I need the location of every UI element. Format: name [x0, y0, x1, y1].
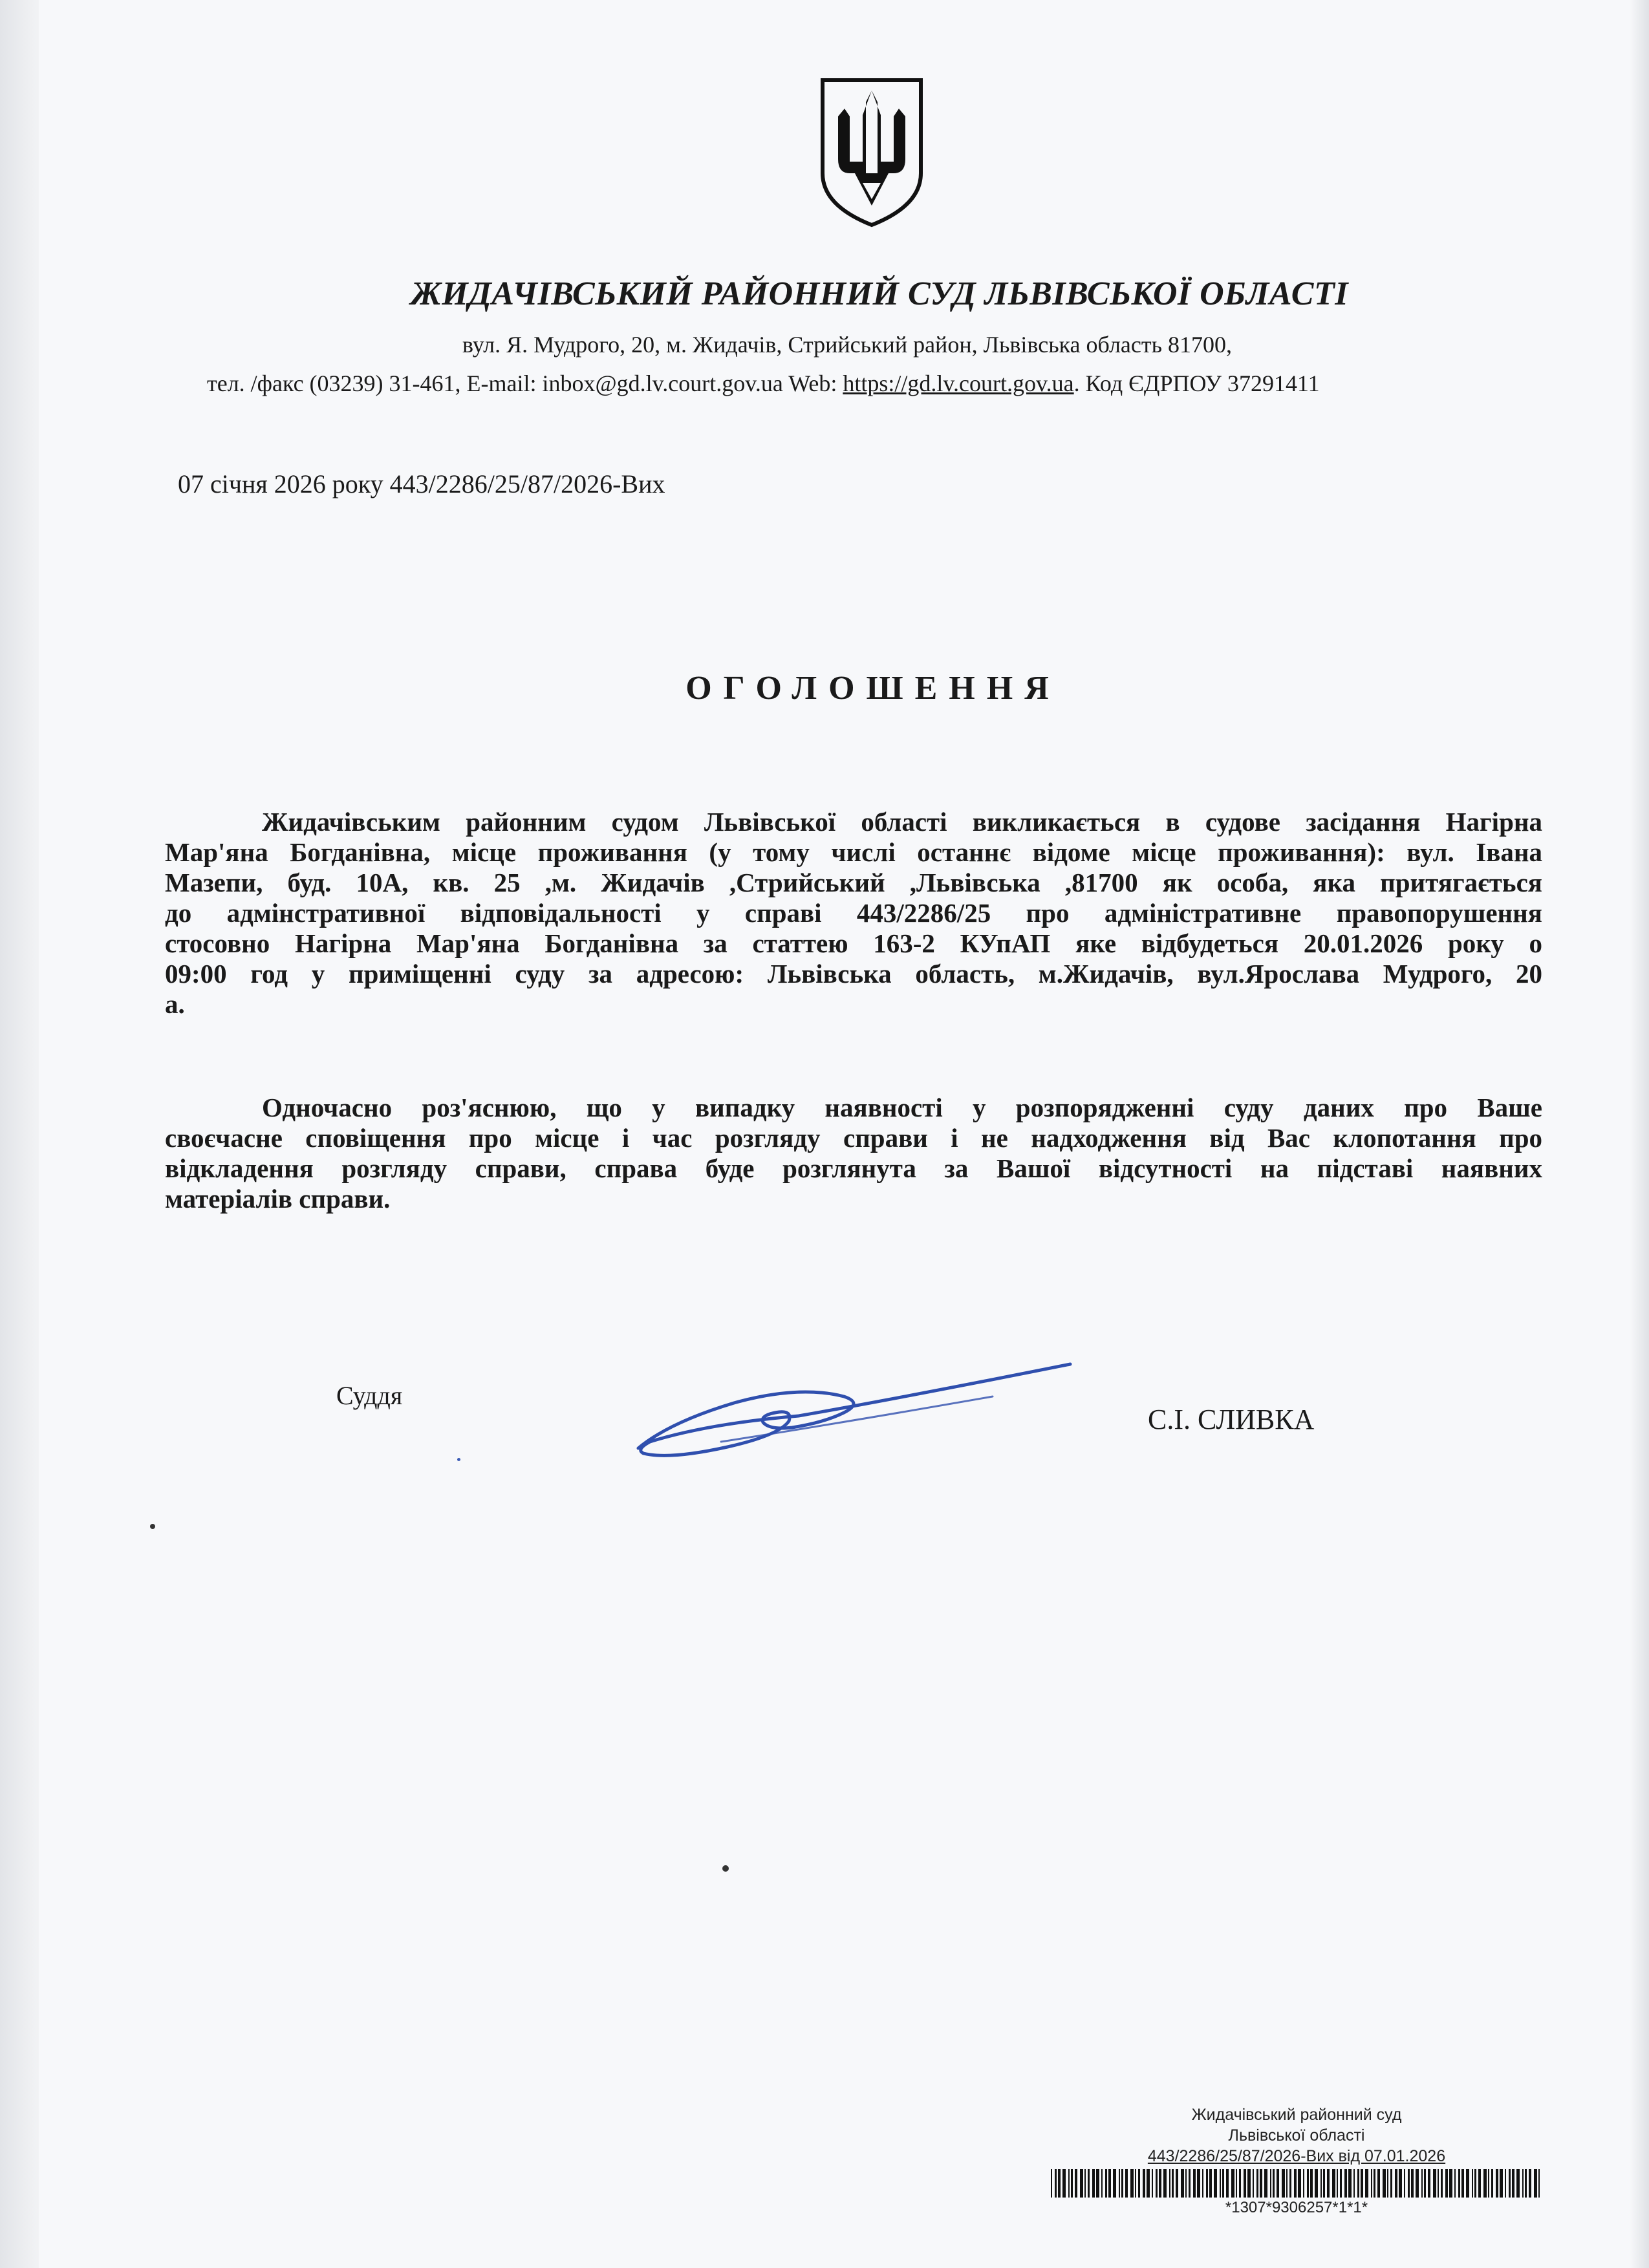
barcode-bar	[1454, 2169, 1456, 2198]
barcode-bar	[1231, 2169, 1234, 2198]
stamp-region: Львівської області	[1228, 2126, 1365, 2145]
trident-coat-of-arms-icon	[816, 76, 927, 229]
barcode-bar	[1421, 2169, 1423, 2198]
barcode-bar	[1505, 2169, 1506, 2198]
court-contacts	[207, 370, 1513, 397]
contacts-prefix: тел. /факс (03239) 31-461, E-mail: inbox@gd.lv.court.gov.ua Web:	[207, 370, 843, 396]
barcode-bar	[1189, 2169, 1191, 2198]
barcode-bar	[1256, 2169, 1258, 2198]
barcode-bar	[1152, 2169, 1153, 2198]
paragraph-line: а.	[165, 989, 185, 1019]
barcode-bar	[1512, 2169, 1514, 2198]
registration-stamp	[1028, 2104, 1565, 2217]
barcode-bar	[1226, 2169, 1229, 2198]
barcode-bar	[1449, 2169, 1452, 2198]
clarification-paragraph	[165, 1093, 1542, 1214]
barcode-bar	[1433, 2169, 1436, 2198]
barcode-bar	[1294, 2169, 1297, 2198]
barcode-bar	[1310, 2169, 1313, 2198]
barcode-bar	[1244, 2169, 1246, 2198]
barcode-bar	[1344, 2169, 1347, 2198]
barcode-bar	[1236, 2169, 1237, 2198]
barcode-bar	[1416, 2169, 1419, 2198]
notice-heading: ОГОЛОШЕННЯ	[685, 670, 1061, 707]
barcode-bar	[1135, 2169, 1136, 2198]
court-name-heading: ЖИДАЧІВСЬКИЙ РАЙОННИЙ СУД ЛЬВІВСЬКОЇ ОБЛАСТІ	[411, 275, 1348, 312]
barcode-bar	[1055, 2169, 1057, 2198]
barcode-bar	[1172, 2169, 1174, 2198]
barcode-bar	[1163, 2169, 1167, 2198]
document-date-reference: 07 січня 2026 року 443/2286/25/87/2026-Вих	[178, 469, 665, 498]
barcode-bar	[1340, 2169, 1342, 2198]
barcode-bar	[1185, 2169, 1187, 2198]
barcode-bar	[1474, 2169, 1476, 2198]
barcode-bar	[1121, 2169, 1123, 2198]
barcode-bar	[1101, 2169, 1103, 2198]
barcode-bar	[1096, 2169, 1099, 2198]
barcode-code: *1307*9306257*1*1*	[1225, 2199, 1368, 2216]
paragraph-line: своєчасне сповіщення про місце і час розгляду справи і не надходження від Вас клопотання про	[165, 1123, 1542, 1153]
barcode-bar	[1522, 2169, 1524, 2198]
contacts-suffix: . Код ЄДРПОУ 37291411	[1073, 370, 1320, 396]
barcode-bar	[1383, 2169, 1386, 2198]
paragraph-line: Мар'яна Богданівна, місце проживання (у тому числі останнє відоме місце проживання): вул. Івана	[165, 837, 1542, 867]
barcode-bar	[1062, 2169, 1066, 2198]
barcode-bar	[1260, 2169, 1262, 2198]
barcode-bar	[1387, 2169, 1388, 2198]
barcode-bar	[1488, 2169, 1489, 2198]
barcode-bar	[1353, 2169, 1355, 2198]
barcode-bar	[1315, 2169, 1318, 2198]
barcode-bar	[1239, 2169, 1241, 2198]
barcode-bar	[1159, 2169, 1161, 2198]
scan-speck	[457, 1458, 460, 1461]
barcode-bar	[1264, 2169, 1267, 2198]
paragraph-line: до адмінстративної відповідальності у справі 443/2286/25 про адміністративне правопорушення	[165, 898, 1542, 928]
barcode-bar	[1332, 2169, 1335, 2198]
scan-speck	[722, 1865, 729, 1872]
barcode-bar	[1222, 2169, 1224, 2198]
barcode-bar	[1500, 2169, 1503, 2198]
barcode-bar	[1428, 2169, 1430, 2198]
barcode-bar	[1371, 2169, 1372, 2198]
barcode-bar	[1357, 2169, 1359, 2198]
barcode-bar	[1068, 2169, 1070, 2198]
barcode-bar	[1424, 2169, 1426, 2198]
barcode-bar	[1445, 2169, 1448, 2198]
barcode-bar	[1156, 2169, 1158, 2198]
barcode-bar	[1202, 2169, 1203, 2198]
barcode-bar	[1143, 2169, 1145, 2198]
barcode-bar	[1483, 2169, 1487, 2198]
barcode-bar	[1270, 2169, 1271, 2198]
barcode-bar	[1286, 2169, 1288, 2198]
barcode-bar	[1466, 2169, 1469, 2198]
barcode-bar	[1119, 2169, 1120, 2198]
barcode-bar	[1169, 2169, 1170, 2198]
court-website-link[interactable]: https://gd.lv.court.gov.ua	[843, 370, 1074, 396]
barcode-bar	[1516, 2169, 1520, 2198]
barcode-bar	[1197, 2169, 1200, 2198]
barcode-bar	[1051, 2169, 1052, 2198]
barcode-bar	[1220, 2169, 1221, 2198]
barcode-bar	[1080, 2169, 1083, 2198]
barcode-bar	[1496, 2169, 1498, 2198]
paragraph-line: Жидачівським районним судом Львівської області викликається в судове засідання Нагірна	[262, 807, 1542, 837]
barcode-bar	[1138, 2169, 1140, 2198]
barcode-bar	[1395, 2169, 1397, 2198]
barcode-bar	[1193, 2169, 1196, 2198]
barcode-bar	[1303, 2169, 1304, 2198]
barcode-bar	[1206, 2169, 1208, 2198]
judge-role-label: Суддя	[336, 1381, 403, 1410]
barcode-bar	[1438, 2169, 1439, 2198]
barcode-bar	[1214, 2169, 1217, 2198]
barcode-bar	[1277, 2169, 1279, 2198]
barcode-bar	[1348, 2169, 1352, 2198]
barcode-bar	[1113, 2169, 1116, 2198]
barcode-bar	[1525, 2169, 1527, 2198]
barcode-bar	[1538, 2169, 1540, 2198]
barcode-bar	[1084, 2169, 1086, 2198]
barcode-bar	[1253, 2169, 1254, 2198]
barcode-bar	[1337, 2169, 1338, 2198]
barcode-bar	[1209, 2169, 1212, 2198]
barcode-bar	[1411, 2169, 1414, 2198]
barcode-bar	[1509, 2169, 1511, 2198]
barcode-bar	[1298, 2169, 1301, 2198]
barcode-bar	[1075, 2169, 1077, 2198]
stamp-court-name: Жидачівський районний суд	[1191, 2106, 1402, 2124]
barcode-bar	[1461, 2169, 1464, 2198]
barcode-bar	[1071, 2169, 1073, 2198]
barcode-bar	[1365, 2169, 1368, 2198]
barcode-bar	[1377, 2169, 1380, 2198]
barcode-bar	[1176, 2169, 1178, 2198]
scan-edge-right	[1630, 0, 1649, 2268]
barcode-bar	[1399, 2169, 1402, 2198]
paragraph-line: Одночасно роз'яснюю, що у випадку наявності у розпорядженні суду даних про Ваше	[262, 1093, 1542, 1122]
barcode-bar	[1092, 2169, 1095, 2198]
paragraph-line: відкладення розгляду справи, справа буде розглянута за Вашої відсутності на підставі наявних	[165, 1153, 1542, 1183]
barcode-bar	[1130, 2169, 1134, 2198]
barcode-bar	[1125, 2169, 1128, 2198]
barcode-bar	[1289, 2169, 1291, 2198]
stamp-outgoing-ref: 443/2286/25/87/2026-Вих від 07.01.2026	[1147, 2147, 1446, 2165]
paragraph-line: стосовно Нагірна Мар'яна Богданівна за статтею 163-2 КУпАП яке відбудеться 20.01.2026 року о	[165, 928, 1542, 958]
barcode-bar	[1181, 2169, 1184, 2198]
barcode	[1051, 2169, 1542, 2198]
barcode-bar	[1472, 2169, 1473, 2198]
barcode-bar	[1147, 2169, 1150, 2198]
barcode-bar	[1327, 2169, 1330, 2198]
summons-paragraph	[165, 807, 1542, 1020]
barcode-bar	[1058, 2169, 1061, 2198]
handwritten-signature	[630, 1351, 1077, 1468]
barcode-bar	[1390, 2169, 1392, 2198]
barcode-bar	[1408, 2169, 1410, 2198]
barcode-bar	[1088, 2169, 1090, 2198]
barcode-bar	[1105, 2169, 1107, 2198]
paragraph-line: Мазепи, буд. 10А, кв. 25 ,м. Жидачів ,Стрийський ,Львівська ,81700 як особа, яка притягається	[165, 868, 1542, 897]
court-address: вул. Я. Мудрого, 20, м. Жидачів, Стрийський район, Львівська область 81700,	[462, 332, 1233, 358]
barcode-bar	[1323, 2169, 1325, 2198]
scan-speck	[150, 1524, 155, 1529]
barcode-bar	[1458, 2169, 1460, 2198]
barcode-bar	[1247, 2169, 1251, 2198]
barcode-bar	[1478, 2169, 1481, 2198]
barcode-bar	[1491, 2169, 1493, 2198]
barcode-bar	[1307, 2169, 1309, 2198]
barcode-bar	[1529, 2169, 1531, 2198]
judge-name: С.І. СЛИВКА	[1148, 1404, 1315, 1435]
barcode-bar	[1320, 2169, 1322, 2198]
barcode-bar	[1404, 2169, 1405, 2198]
barcode-bar	[1534, 2169, 1537, 2198]
barcode-bar	[1108, 2169, 1111, 2198]
barcode-bar	[1273, 2169, 1275, 2198]
paragraph-line: 09:00 год у приміщенні суду за адресою: Львівська область, м.Жидачів, вул.Ярослава Мудрого, 20	[165, 959, 1542, 989]
barcode-bar	[1374, 2169, 1375, 2198]
barcode-bar	[1441, 2169, 1443, 2198]
barcode-bar	[1361, 2169, 1363, 2198]
scan-edge-left	[0, 0, 39, 2268]
barcode-bar	[1282, 2169, 1285, 2198]
paragraph-line: матеріалів справи.	[165, 1184, 391, 1214]
